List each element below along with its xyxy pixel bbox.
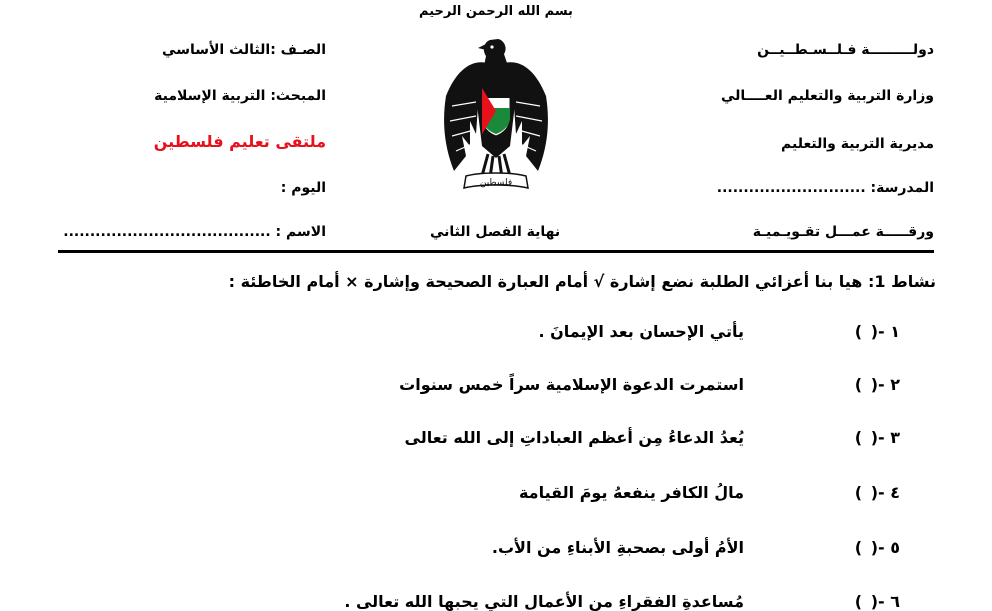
subject-label: المبحث: التربية الإسلامية	[154, 88, 326, 104]
grade-label: الصـف :الثالث الأساسي	[162, 42, 326, 58]
question-row	[538, 322, 900, 341]
brand-label: ملتقى تعليم فلسطين	[153, 132, 326, 151]
question-text: استمرت الدعوة الإسلامية سراً خمس سنوات	[399, 375, 744, 394]
header-divider	[58, 250, 934, 253]
activity-title: نشاط 1: هيا بنا أعزائي الطلبة نضع إشارة √ أمام العبارة الصحيحة وإشارة × أمام الخاطئة :	[228, 272, 936, 291]
question-row	[344, 592, 900, 611]
answer-blank[interactable]: )	[854, 322, 862, 341]
answer-blank[interactable]: )	[854, 538, 862, 557]
directorate-name: مديرية التربية والتعليم	[781, 136, 934, 152]
question-row	[399, 375, 900, 394]
question-text: مالُ الكافر ينفعهُ يومَ القيامة	[518, 483, 744, 502]
question-number: ٢ -(	[870, 375, 900, 394]
question-number: ٦ -(	[870, 592, 900, 611]
question-row	[519, 483, 900, 502]
question-row	[405, 428, 900, 447]
question-number: ١ -(	[870, 322, 900, 341]
day-field: اليوم :	[280, 180, 326, 196]
question-text: الأمُ أولى بصحبةِ الأبناءِ من الأب.	[491, 538, 744, 557]
question-text: يأتي الإحسان بعد الإيمانَ .	[538, 322, 744, 341]
question-number: ٥ -(	[870, 538, 900, 557]
worksheet-title: ورقـــــة عمـــل تقـويـميـة	[752, 224, 934, 240]
state-name: دولـــــــــة فـلــسـطــيــن	[757, 42, 934, 58]
term-label: نهاية الفصل الثاني	[430, 224, 561, 240]
question-row	[492, 538, 900, 557]
answer-blank[interactable]: )	[854, 592, 862, 611]
answer-blank[interactable]: )	[854, 483, 862, 502]
question-number: ٤ -(	[870, 483, 900, 502]
question-text: يُعدُ الدعاءُ مِن أعظم العباداتِ إلى الله تعالى	[404, 428, 744, 447]
answer-blank[interactable]: )	[854, 375, 862, 394]
question-text: مُساعدةِ الفقراءِ من الأعمال التي يحبها الله تعالى .	[344, 592, 744, 611]
answer-blank[interactable]: )	[854, 428, 862, 447]
question-number: ٣ -(	[870, 428, 900, 447]
school-field: المدرسة: ............................	[716, 180, 934, 196]
ministry-name: وزارة التربية والتعليم العــــالي	[720, 88, 934, 104]
basmala: بسم الله الرحمن الرحيم	[419, 4, 573, 19]
name-field: الاسم : .......................................	[63, 224, 326, 240]
emblem-caption: فلسطين	[479, 178, 513, 188]
palestine-eagle-emblem	[436, 26, 556, 196]
